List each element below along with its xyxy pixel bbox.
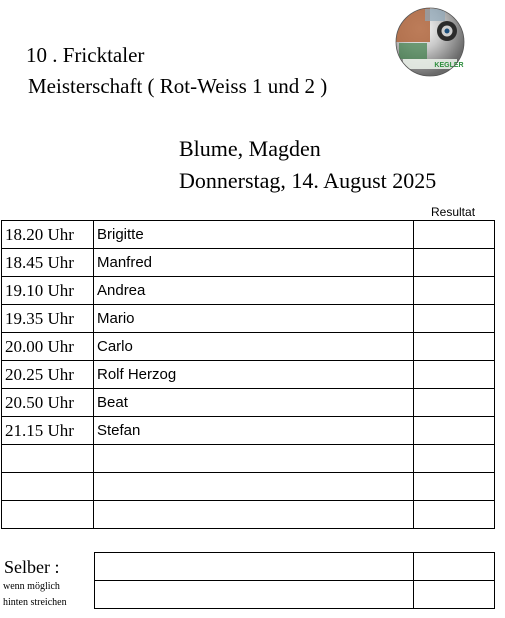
result-cell[interactable]	[414, 473, 495, 501]
result-cell[interactable]	[414, 249, 495, 277]
result-cell[interactable]	[414, 389, 495, 417]
result-cell[interactable]	[414, 417, 495, 445]
result-cell[interactable]	[414, 333, 495, 361]
player-name-cell: Brigitte	[94, 221, 414, 249]
venue-text: Blume, Magden	[179, 136, 321, 161]
selber-table	[94, 552, 495, 609]
player-name-cell	[94, 501, 414, 529]
selber-name-cell[interactable]	[95, 581, 414, 609]
player-name-cell: Beat	[94, 389, 414, 417]
result-cell[interactable]	[414, 221, 495, 249]
title-line-1: 10 . Fricktaler	[26, 43, 145, 67]
player-name-cell: Stefan	[94, 417, 414, 445]
time-cell	[2, 473, 94, 501]
time-cell: 20.50 Uhr	[2, 389, 94, 417]
player-name-cell	[94, 473, 414, 501]
svg-text:KEGLER: KEGLER	[434, 62, 464, 69]
player-name-cell: Manfred	[94, 249, 414, 277]
result-column-header: Resultat	[431, 205, 476, 219]
table-row	[2, 473, 495, 501]
selber-row	[95, 581, 495, 609]
result-cell[interactable]	[414, 277, 495, 305]
table-row	[2, 417, 495, 445]
table-row	[2, 305, 495, 333]
result-cell[interactable]	[414, 305, 495, 333]
table-row	[2, 277, 495, 305]
table-row	[2, 445, 495, 473]
selber-result-cell[interactable]	[414, 581, 495, 609]
table-row	[2, 361, 495, 389]
time-cell: 20.25 Uhr	[2, 361, 94, 389]
time-cell: 19.35 Uhr	[2, 305, 94, 333]
player-name-cell	[94, 445, 414, 473]
time-cell: 18.45 Uhr	[2, 249, 94, 277]
title-line-2: Meisterschaft ( Rot-Weiss 1 und 2 )	[28, 74, 328, 98]
table-row	[2, 249, 495, 277]
time-cell: 21.15 Uhr	[2, 417, 94, 445]
selber-row	[95, 553, 495, 581]
player-name-cell: Carlo	[94, 333, 414, 361]
result-cell[interactable]	[414, 445, 495, 473]
date-text: Donnerstag, 14. August 2025	[179, 168, 437, 193]
time-cell	[2, 445, 94, 473]
time-cell: 19.10 Uhr	[2, 277, 94, 305]
time-cell: 18.20 Uhr	[2, 221, 94, 249]
result-cell[interactable]	[414, 361, 495, 389]
selber-result-cell[interactable]	[414, 553, 495, 581]
time-cell	[2, 501, 94, 529]
player-name-cell: Rolf Herzog	[94, 361, 414, 389]
selber-label: Selber :	[4, 557, 60, 577]
table-row	[2, 221, 495, 249]
table-row	[2, 333, 495, 361]
note-line-2: hinten streichen	[3, 597, 67, 608]
time-cell: 20.00 Uhr	[2, 333, 94, 361]
note-line-1: wenn möglich	[3, 581, 60, 592]
bowling-ball-logo-icon	[395, 7, 465, 77]
table-row	[2, 501, 495, 529]
result-cell[interactable]	[414, 501, 495, 529]
table-row	[2, 389, 495, 417]
schedule-table	[1, 220, 495, 529]
player-name-cell: Andrea	[94, 277, 414, 305]
selber-name-cell[interactable]	[95, 553, 414, 581]
player-name-cell: Mario	[94, 305, 414, 333]
